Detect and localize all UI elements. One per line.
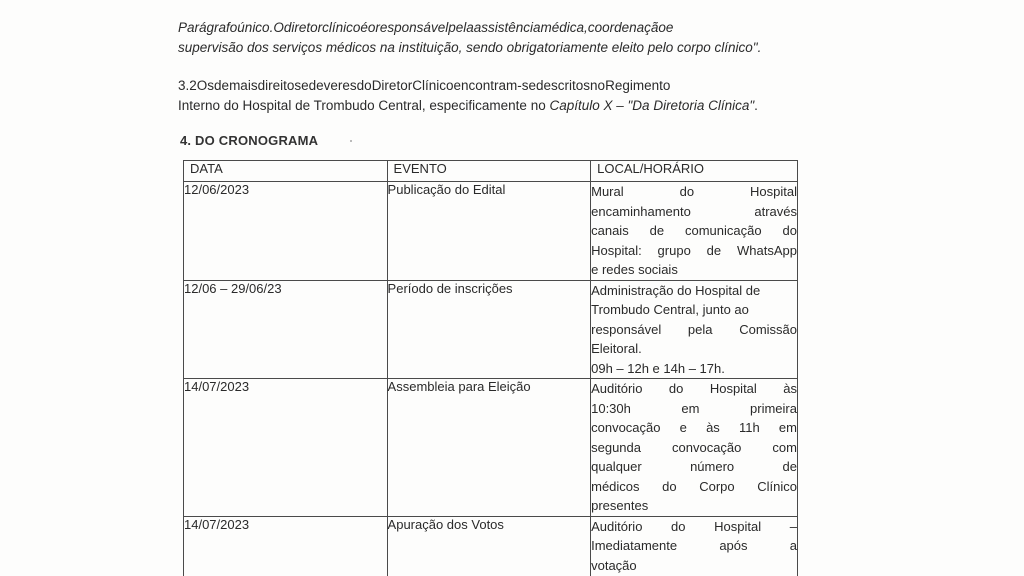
local-line: [591, 517, 797, 537]
local-line: [591, 260, 797, 280]
local-word: do: [662, 478, 677, 494]
cell-local: [591, 379, 798, 517]
local-word: Auditório: [591, 381, 643, 396]
cell-local: [591, 516, 798, 576]
local-word: primeira: [750, 400, 797, 416]
local-word: a: [789, 538, 797, 553]
paragrafo-unico-line-1: [178, 18, 798, 38]
local-word: às: [706, 420, 720, 435]
word: Os: [196, 78, 215, 93]
local-word: pela: [687, 321, 713, 337]
paragrafo-unico-line-2: supervisão dos serviços médicos na instituição, sendo obrigatoriamente eleito pelo corpo clínico".: [178, 40, 762, 55]
local-word: e redes sociais: [591, 262, 678, 277]
local-word: Hospital:: [591, 242, 642, 258]
word: encontram-se: [453, 78, 537, 93]
local-word: Comissão: [739, 321, 797, 337]
word: Clínico: [412, 78, 454, 93]
section-title-cronograma: 4. DO CRONOGRAMA: [180, 133, 319, 148]
local-word: em: [778, 420, 797, 435]
local-word: segunda: [591, 439, 641, 455]
local-line: [591, 418, 797, 438]
local-word: em: [681, 400, 700, 416]
local-word: do: [668, 381, 684, 396]
local-word: Trombudo Central, junto ao: [591, 302, 749, 317]
local-word: 09h – 12h e 14h – 17h.: [591, 360, 725, 376]
local-word: WhatsApp: [736, 242, 797, 258]
local-word: Imediatamente: [591, 538, 678, 553]
header-data: DATA: [184, 161, 388, 182]
local-word: Hospital: [714, 518, 762, 534]
local-word: 10:30h: [591, 400, 631, 416]
local-line: [591, 477, 797, 497]
local-word: às: [783, 381, 797, 396]
local-word: –: [789, 518, 797, 534]
local-line: [591, 202, 797, 222]
local-word: Administração do Hospital de: [591, 282, 761, 298]
item-3-2-line-2-normal: Interno do Hospital de Trombudo Central, especificamente no: [178, 98, 550, 113]
local-word: presentes: [591, 498, 649, 513]
local-word: Corpo: [699, 478, 735, 494]
word: e: [665, 20, 674, 35]
local-word: médicos: [591, 478, 640, 494]
word: do: [356, 78, 372, 93]
cell-data: 12/06 – 29/06/23: [184, 280, 388, 379]
word: pela: [448, 20, 474, 35]
word: Diretor: [371, 78, 413, 93]
local-word: de: [706, 242, 722, 258]
word: direitos: [257, 78, 302, 93]
local-word: de: [649, 223, 665, 238]
word: é: [360, 20, 368, 35]
local-word: 11h: [738, 420, 760, 435]
word: único.: [237, 20, 274, 35]
cell-data: 14/07/2023: [184, 379, 388, 517]
word: O: [273, 20, 284, 35]
local-word: do: [679, 184, 695, 199]
local-line: [591, 359, 797, 379]
local-line: [591, 379, 797, 399]
word: no: [590, 78, 606, 93]
item-3-2-line-2-end: .: [754, 98, 758, 113]
local-word: Auditório: [591, 518, 643, 534]
local-word: do: [782, 223, 797, 238]
table-header-row: [184, 161, 798, 182]
table-row: [184, 182, 798, 281]
local-line: [591, 438, 797, 458]
local-line: [591, 241, 797, 261]
local-word: e: [679, 420, 687, 435]
table-row: [184, 280, 798, 379]
local-line: [591, 496, 797, 516]
local-word: número: [690, 459, 735, 474]
word: e: [301, 78, 309, 93]
table-row: [184, 379, 798, 517]
local-line: [591, 300, 797, 320]
local-line: [591, 182, 797, 202]
local-word: Hospital: [750, 184, 797, 199]
item-3-2-line-2-italic: Capítulo X – "Da Diretoria Clínica": [549, 98, 755, 113]
word: clínico: [322, 20, 361, 35]
local-word: qualquer: [591, 459, 642, 474]
local-word: grupo: [657, 242, 691, 258]
local-line: [591, 556, 797, 576]
local-word: do: [671, 518, 686, 534]
word: deveres: [308, 78, 357, 93]
local-word: canais: [591, 223, 629, 238]
local-line: [591, 281, 797, 301]
local-word: de: [782, 459, 797, 474]
header-evento: EVENTO: [387, 161, 591, 182]
cell-local: [591, 280, 798, 379]
local-line: [591, 221, 797, 241]
scan-speck: [350, 140, 352, 142]
local-word: responsável: [591, 321, 662, 337]
word: médica,: [540, 20, 588, 35]
item-3-2: [178, 76, 798, 116]
cell-evento: Publicação do Edital: [387, 182, 591, 281]
word: descritos: [536, 78, 591, 93]
local-word: com: [772, 439, 797, 455]
local-word: encaminhamento: [591, 203, 691, 219]
local-word: Hospital: [709, 381, 757, 396]
local-word: Eleitoral.: [591, 341, 642, 356]
local-line: [591, 536, 797, 556]
paragrafo-unico: [178, 18, 798, 58]
local-word: convocação: [591, 420, 661, 435]
word: Parágrafo: [178, 20, 238, 35]
local-word: comunicação: [685, 223, 762, 238]
local-line: [591, 339, 797, 359]
word: demais: [214, 78, 258, 93]
cell-evento: Apuração dos Votos: [387, 516, 591, 576]
local-line: [591, 457, 797, 477]
header-local: LOCAL/HORÁRIO: [591, 161, 798, 182]
cell-data: 12/06/2023: [184, 182, 388, 281]
cell-data: 14/07/2023: [184, 516, 388, 576]
word: responsável: [375, 20, 449, 35]
local-word: votação: [591, 557, 637, 573]
local-word: através: [754, 203, 797, 219]
cell-evento: Assembleia para Eleição: [387, 379, 591, 517]
table-row: [184, 516, 798, 576]
cell-evento: Período de inscrições: [387, 280, 591, 379]
cell-local: [591, 182, 798, 281]
word: assistência: [473, 20, 541, 35]
word: coordenação: [587, 20, 666, 35]
word: Regimento: [605, 78, 671, 93]
local-word: Clínico: [757, 478, 797, 494]
word: diretor: [283, 20, 323, 35]
item-3-2-line-2: [178, 96, 798, 116]
local-line: [591, 320, 797, 340]
item-3-2-line-1: [178, 76, 798, 96]
word: o: [367, 20, 376, 35]
local-word: convocação: [672, 439, 742, 455]
local-word: após: [719, 538, 748, 553]
local-line: [591, 399, 797, 419]
cronograma-table: [183, 160, 798, 576]
local-word: Mural: [591, 184, 624, 199]
word: 3.2: [178, 78, 197, 93]
